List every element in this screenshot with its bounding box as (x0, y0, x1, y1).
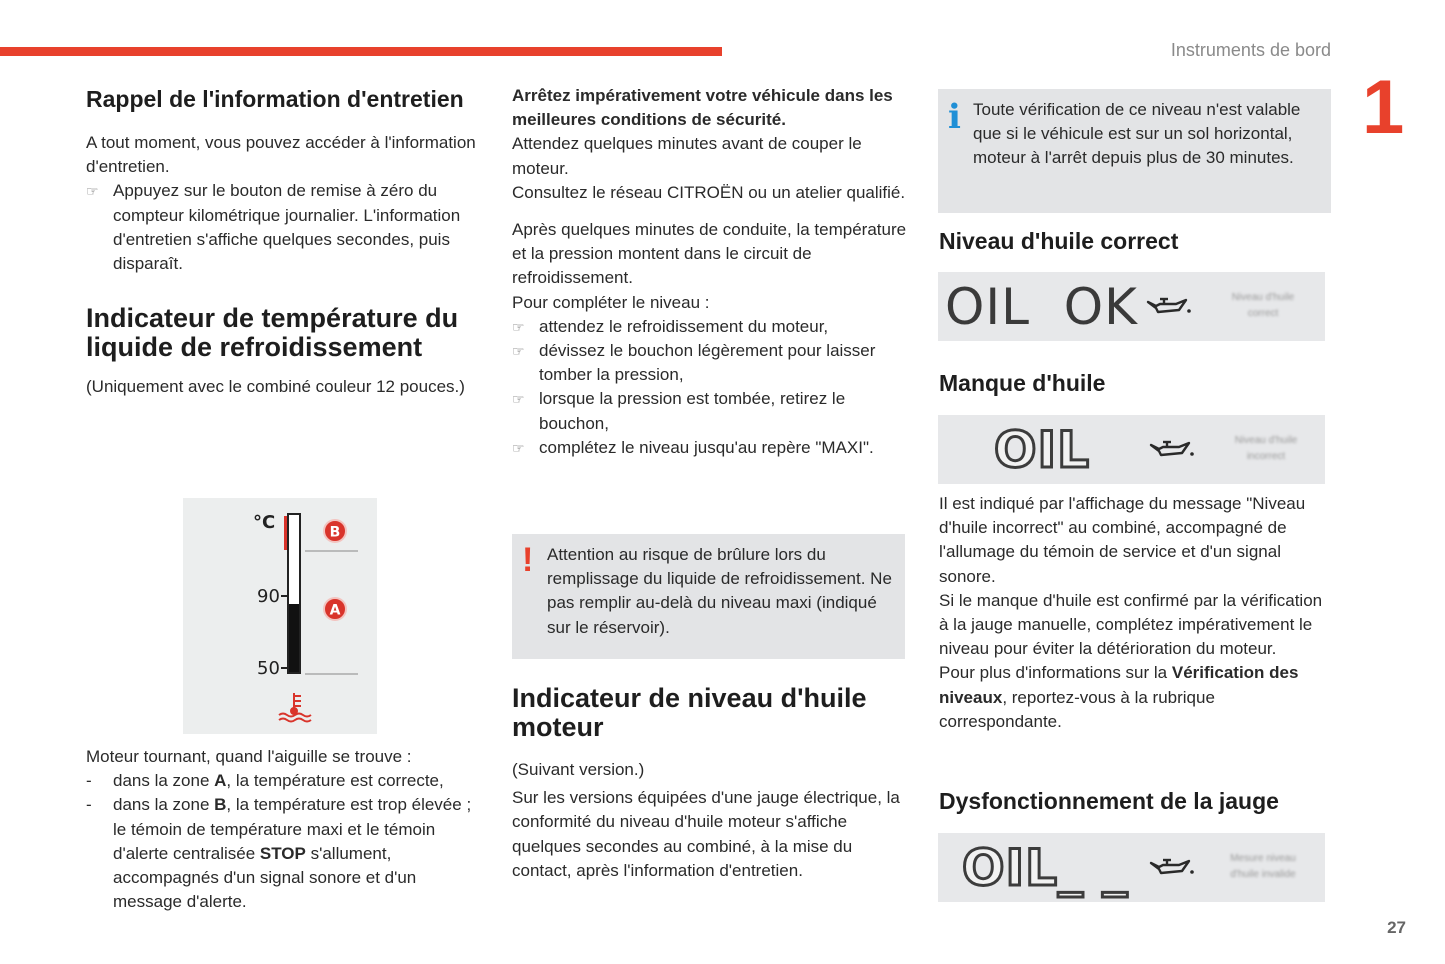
pointing-hand-icon: ☞ (512, 439, 525, 456)
heading-indicateur-temperature: Indicateur de température du liquide de refroidissement (86, 303, 459, 363)
suivant-version: (Suivant version.) (512, 760, 645, 779)
info-icon: i (948, 97, 961, 137)
heading-dysfonctionnement: Dysfonctionnement de la jauge (939, 788, 1279, 814)
pointing-hand-icon: ☞ (512, 391, 525, 408)
heading-manque-huile: Manque d'huile (939, 370, 1106, 396)
oil-can-icon (1149, 857, 1195, 879)
coolant-temperature-icon (279, 693, 311, 722)
gauge-fill-level (289, 604, 299, 672)
zone-b-label: B (329, 524, 341, 541)
step-item: ☞ attendez le refroidissement du moteur, (512, 315, 907, 339)
indicateur-note: (Uniquement avec le combiné couleur 12 pouces.) (86, 377, 465, 397)
manque-text-3: Pour plus d'informations sur la Vérification des niveaux, reportez-vous à la rubrique correspondante. (939, 663, 1299, 731)
gauge-tick-50: 50 (257, 658, 280, 679)
page-number: 27 (1387, 918, 1406, 937)
column-2 (512, 84, 907, 460)
info-text: Toute vérification de ce niveau n'est valable que si le véhicule est sur un sol horizontal, moteur à l'arrêt depuis plus de 30 minutes. (973, 100, 1301, 168)
heading-rappel: Rappel de l'information d'entretien (86, 86, 464, 112)
stop-consult: Consultez le réseau CITROËN ou un atelier qualifié. (512, 182, 906, 202)
moteur-intro: Moteur tournant, quand l'aiguille se trouve : (86, 747, 412, 766)
apres-conduite: Après quelques minutes de conduite, la température et la pression montent dans le circuit de refroidissement. (512, 220, 907, 288)
gauge-unit-label: °C (253, 512, 276, 533)
oil-low-text: OIL (994, 421, 1090, 479)
column-1 (86, 87, 481, 399)
pointing-hand-icon: ☞ (86, 183, 99, 200)
gauge-red-zone (284, 516, 287, 550)
pointing-hand-icon: ☞ (512, 318, 525, 335)
heading-niveau-huile: Indicateur de niveau d'huile moteur (512, 683, 867, 742)
section-title: Instruments de bord (1170, 40, 1331, 60)
oil-invalid-label: Mesure niveau d'huile invalide (1230, 853, 1296, 880)
step-item: ☞ complétez le niveau jusqu'au repère "MAXI". (512, 436, 907, 460)
oil-low-display (938, 415, 1325, 484)
zone-a-item: - dans la zone A, la température est correcte, (86, 771, 444, 791)
moteur-section (86, 745, 486, 914)
manque-text-2: Si le manque d'huile est confirmé par la vérification à la jauge manuelle, complétez impérativement le niveau pour éviter la détérioration du moteur. (939, 590, 1323, 659)
stop-instruction: Arrêtez impérativement votre véhicule dans les meilleures conditions de sécurité. (512, 86, 893, 130)
step-item: ☞ dévissez le bouchon légèrement pour laisser tomber la pression, (512, 341, 876, 385)
manque-text-1: Il est indiqué par l'affichage du message "Niveau d'huile incorrect" au combiné, accompagné de l'allumage du témoin de service et d'un signal sonore. (939, 494, 1306, 586)
oil-low-label: Niveau d'huile incorrect (1234, 435, 1298, 462)
huile-section (512, 684, 912, 883)
step-item: ☞ lorsque la pression est tombée, retirez le bouchon, (512, 389, 846, 433)
pointing-hand-icon: ☞ (512, 343, 525, 360)
warning-box (512, 534, 905, 659)
oil-ok-text: OIL OK (945, 278, 1138, 336)
zone-b-item: - dans la zone B, la température est trop élevée ; le témoin de température maxi et le témoin d'alerte centralisée STOP s'allument, accompagnés d'un signal sonore et d'un message d'alerte. (86, 795, 472, 912)
coolant-gauge-graphic (183, 498, 377, 734)
exclamation-icon: ! (522, 541, 534, 579)
rappel-intro: A tout moment, vous pouvez accéder à l'information d'entretien. (86, 133, 476, 177)
stop-wait: Attendez quelques minutes avant de couper le moteur. (512, 134, 862, 178)
heading-niveau-correct: Niveau d'huile correct (939, 228, 1179, 254)
info-box (938, 89, 1331, 213)
oil-can-icon (1149, 439, 1195, 461)
oil-can-icon (1146, 296, 1192, 318)
warning-text: Attention au risque de brûlure lors du remplissage du liquide de refroidissement. Ne pas remplir au-delà du niveau maxi (indiqué sur le réservoir). (547, 545, 892, 637)
oil-invalid-display (938, 833, 1325, 902)
header-accent-bar (0, 47, 722, 56)
manque-description (939, 492, 1334, 734)
oil-invalid-text: OIL_ _ (962, 839, 1129, 897)
chapter-number: 1 (1362, 65, 1405, 150)
zone-a-label: A (329, 602, 341, 619)
rappel-bullet: ☞ Appuyez sur le bouton de remise à zéro du compteur kilométrique journalier. L'information d'entretien s'affiche quelques secondes, puis disparaît. (86, 181, 461, 274)
gauge-tick-90: 90 (257, 586, 280, 607)
oil-ok-label: Niveau d'huile correct (1231, 292, 1295, 319)
temperature-gauge-figure (183, 498, 377, 734)
huile-description: Sur les versions équipées d'une jauge électrique, la conformité du niveau d'huile moteur s'affiche quelques secondes au combiné, à la mise du contact, après l'information d'entretien. (512, 788, 900, 880)
pour-completer: Pour compléter le niveau : (512, 292, 710, 312)
oil-ok-display (938, 272, 1325, 341)
